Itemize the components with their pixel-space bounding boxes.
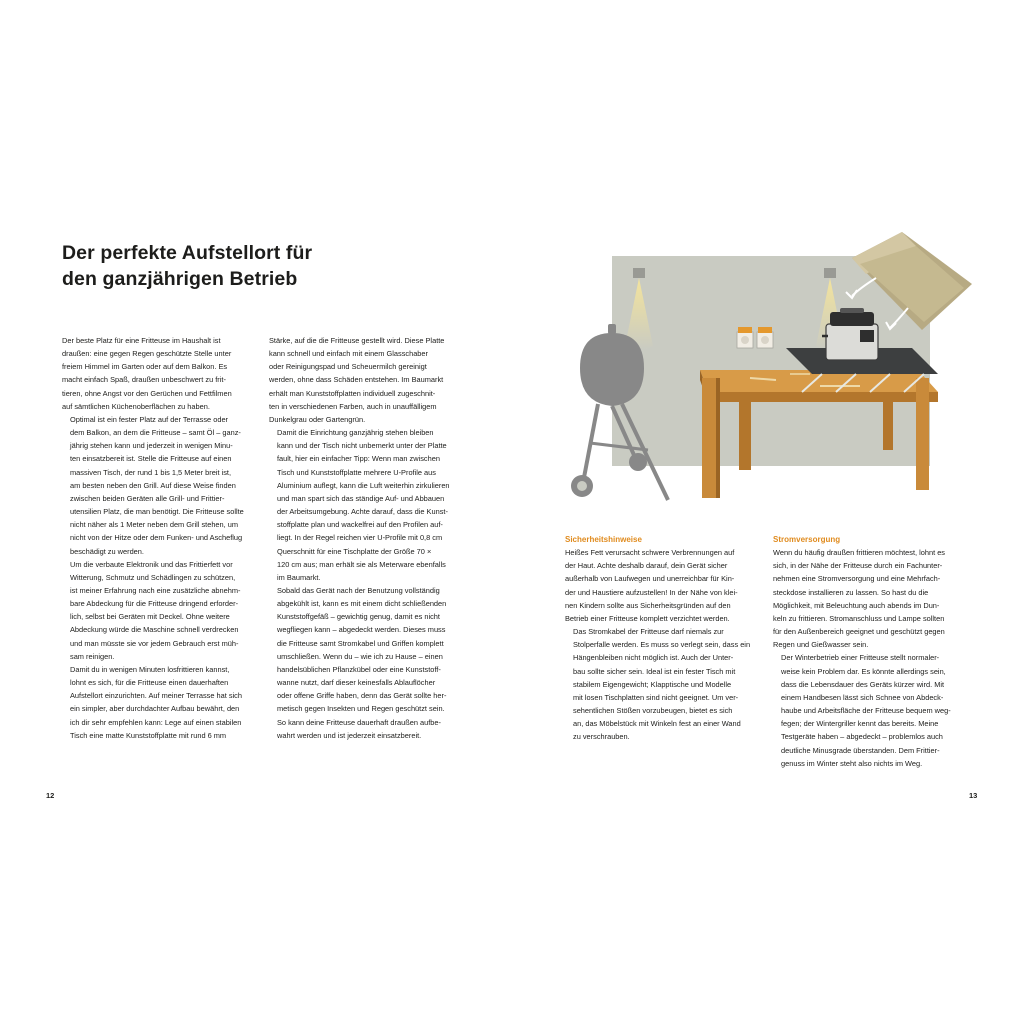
text-line: beschädigt zu werden. <box>70 546 144 556</box>
paragraph <box>565 546 755 625</box>
text-line: werden, ohne dass Schäden entstehen. Im Baumarkt <box>269 375 444 385</box>
page-number-right: 13 <box>969 791 978 800</box>
text-line: Testgeräte haben – abgedeckt – problemlos auch <box>781 732 943 742</box>
paragraph <box>62 558 252 663</box>
text-line: Witterung, Schmutz und Schädlingen zu schützen, <box>70 572 236 582</box>
paragraph <box>269 334 459 426</box>
text-line: mit losen Tischplatten sind nicht geeignet. Um ver- <box>573 692 739 702</box>
text-line: kann schnell und einfach mit einem Glasschaber <box>269 349 428 359</box>
text-line: Stärke, auf die die Fritteuse gestellt wird. Diese Platte <box>269 336 445 345</box>
text-line: tieren, ohne Angst vor den Gerüchen und Fettfilmen <box>62 388 232 398</box>
paragraph <box>269 426 459 584</box>
text-line: lohnt es sich, für die Fritteuse einen dauerhaften <box>70 678 229 688</box>
text-line: fault, hier ein einfacher Tipp: Wenn man zwischen <box>277 454 440 464</box>
text-line: dass die Lebensdauer des Geräts kürzer wird. Mit <box>781 679 945 689</box>
text-line: ten einsatzbereit ist. Stelle die Fritteuse auf einen <box>70 454 232 464</box>
paragraph <box>565 625 755 743</box>
text-column-2 <box>269 334 459 742</box>
text-line: auf sämtlichen Küchenoberflächen zu haben. <box>62 401 210 411</box>
text-line: im Baumarkt. <box>277 572 321 582</box>
text-line: Damit die Einrichtung ganzjährig stehen bleiben <box>277 428 434 438</box>
title-line: den ganzjährigen Betrieb <box>62 268 298 290</box>
page-title <box>62 240 482 292</box>
text-line: macht einfach Spaß, draußen unbeschwert zu frit- <box>62 375 226 385</box>
title-line: Der perfekte Aufstellort für <box>62 242 313 264</box>
text-line: Der Winterbetrieb einer Fritteuse stellt normaler- <box>781 653 940 663</box>
text-line: So kann deine Fritteuse dauerhaft draußen aufbe- <box>277 717 441 727</box>
text-line: Dunkelgrau oder Gartengrün. <box>269 414 366 424</box>
text-column-1 <box>62 334 252 742</box>
text-line: utensilien Platz, die man benötigt. Die Fritteuse sollte <box>70 507 244 517</box>
text-line: nehmen eine Stromversorgung und eine Mehrfach- <box>773 574 941 584</box>
text-line: steckdose installieren zu lassen. So hast du die <box>773 587 929 597</box>
text-line: bare Abdeckung für die Fritteuse dringend erforder- <box>70 599 239 609</box>
text-line: Das Stromkabel der Fritteuse darf niemals zur <box>573 627 724 637</box>
text-line: oder Reinigungspad und Scheuermilch gereinigt <box>269 362 427 372</box>
text-line: einem Handbesen lässt sich Schnee von Abdeck- <box>781 692 944 702</box>
text-line: Möglichkeit, mit Beleuchtung auch abends im Dun- <box>773 600 940 610</box>
text-line: Aufstellort einzurichten. Auf meiner Terrasse hat sich <box>70 691 242 701</box>
text-line: Sobald das Gerät nach der Benutzung vollständig <box>277 585 440 595</box>
text-line: oder offene Griffe haben, denn das Gerät sollte her- <box>277 691 447 701</box>
text-line: metisch gegen Insekten und Regen geschützt sein. <box>277 704 445 714</box>
text-line: zu verschrauben. <box>573 732 630 742</box>
text-line: keln zu frittieren. Stromanschluss und Lampe sollten <box>773 613 945 623</box>
text-line: genuss im Winter steht also nichts im Weg. <box>781 758 923 768</box>
text-line: Optimal ist ein fester Platz auf der Terrasse oder <box>70 414 229 424</box>
text-line: die Fritteuse samt Stromkabel und Griffen komplett <box>277 638 444 648</box>
text-line: freiem Himmel im Garten oder auf dem Balkon. Es <box>62 362 228 372</box>
text-line: Hängenbleiben nicht möglich ist. Auch der Unter- <box>573 653 734 663</box>
paragraph <box>773 546 963 651</box>
text-line: stabilem Eigengewicht; Klapptische und Modelle <box>573 679 732 689</box>
outdoor-fryer-setup-illustration <box>560 228 980 518</box>
text-line: stoffplatte plan und wackelfrei auf den Profilen auf- <box>277 520 443 530</box>
text-line: Damit du in wenigen Minuten losfrittieren kannst, <box>70 664 230 674</box>
text-line: erhält man Kunststoffplatten individuell zugeschnit- <box>269 388 436 398</box>
text-line: nen Kindern sollte aus Sicherheitsgründen auf den <box>565 600 731 610</box>
text-line: bau sollte sicher sein. Ideal ist ein fester Tisch mit <box>573 666 736 676</box>
text-line: Tisch und Kunststoffplatte mehrere U-Profile aus <box>277 467 436 477</box>
text-line: wahrt werden und ist jederzeit einsatzbereit. <box>277 730 422 740</box>
text-line: 120 cm aus; man erhält sie als Meterware ebenfalls <box>277 559 446 569</box>
text-line: abgekühlt ist, kann es mit einem dicht schließenden <box>277 599 447 609</box>
text-line: umschließen. Wenn du – wie ich zu Hause – einen <box>277 651 443 661</box>
text-line: handelsüblichen Pflanzkübel oder eine Kunststoff- <box>277 664 441 674</box>
text-line: Der beste Platz für eine Fritteuse im Haushalt ist <box>62 336 221 345</box>
text-line: außerhalb von Laufwegen und unerreichbar für Kin- <box>565 574 735 584</box>
text-line: ten in verschiedenen Farben, auch in unauffälligem <box>269 401 437 411</box>
page-number-left: 12 <box>46 791 55 800</box>
text-line: nicht näher als 1 Meter neben dem Grill stehen, um <box>70 520 239 530</box>
text-line: der Arbeitsumgebung. Achte darauf, dass die Kunst- <box>277 507 448 517</box>
section-heading-power: Stromversorgung <box>773 535 841 544</box>
text-line: der und Haustiere aufzustellen! In der Nähe von klei- <box>565 587 738 597</box>
text-line: weise kein Problem dar. Es könnte allerdings sein, <box>781 666 946 676</box>
section-heading-safety: Sicherheitshinweise <box>565 535 642 544</box>
text-line: wegfliegen kann – abgedeckt werden. Dieses muss <box>277 625 446 635</box>
text-line: draußen: eine gegen Regen geschützte Stelle unter <box>62 349 232 359</box>
text-line: ich dir sehr empfehlen kann: Lege auf einen stabilen <box>70 717 242 727</box>
text-line: dem Balkon, an dem die Fritteuse – samt Öl – ganz- <box>70 428 241 438</box>
text-line: fegen; der Wintergriller kennt das bereits. Meine <box>781 719 939 729</box>
text-column-4 <box>773 533 963 770</box>
paragraph <box>62 663 252 742</box>
text-line: Wenn du häufig draußen frittieren möchtest, lohnt es <box>773 548 945 558</box>
paragraph <box>773 651 963 769</box>
text-line: und man müsste sie vor jedem Gebrauch erst müh- <box>70 638 239 648</box>
text-line: liegt. In der Regel reichen vier U-Profile mit 0,8 cm <box>277 533 443 543</box>
text-line: Heißes Fett verursacht schwere Verbrennungen auf <box>565 548 735 558</box>
text-line: ein simpler, aber durchdachter Aufbau bewährt, den <box>70 704 240 714</box>
text-line: ist meiner Erfahrung nach eine zusätzliche abnehm- <box>70 585 241 595</box>
text-line: sam reinigen. <box>70 651 115 661</box>
text-line: Abdeckung würde die Maschine schnell verdrecken <box>70 625 239 635</box>
text-line: lich, selbst bei Geräten mit Deckel. Ohne weitere <box>70 612 230 622</box>
text-line: nicht von der Hitze oder dem Funken- und Ascheflug <box>70 533 243 543</box>
text-line: massiven Tisch, der rund 1 bis 1,5 Meter breit ist, <box>70 467 232 477</box>
text-line: Um die verbaute Elektronik und das Frittierfett vor <box>70 559 233 569</box>
paragraph <box>62 413 252 558</box>
text-line: und man spart sich das ständige Auf- und Abbauen <box>277 493 445 503</box>
text-line: Betrieb einer Fritteuse komplett verzichtet werden. <box>565 613 730 623</box>
text-line: Stolperfalle werden. Es muss so verlegt sein, dass ein <box>573 640 751 650</box>
text-line: jährig stehen kann und jederzeit in wenigen Minu- <box>70 441 233 451</box>
text-line: sehentlichen Stößen vorzubeugen, bietet es sich <box>573 706 733 716</box>
text-line: deutliche Minusgrade überstanden. Dem Frittier- <box>781 745 940 755</box>
deep-fryer-icon <box>822 308 878 360</box>
text-line: Tisch eine matte Kunststoffplatte mit rund 6 mm <box>70 730 227 740</box>
text-line: der Haut. Achte deshalb darauf, dein Gerät sicher <box>565 561 728 571</box>
text-line: am besten neben den Grill. Auf diese Weise finden <box>70 480 236 490</box>
text-line: sich, in der Nähe der Fritteuse durch ein Fachunter- <box>773 561 943 571</box>
text-line: an, das Möbelstück mit Winkeln fest an einer Wand <box>573 719 741 729</box>
text-line: zwischen beiden Geräten alle Grill- und Frittier- <box>70 493 225 503</box>
text-line: haube und Arbeitsfläche der Fritteuse bequem weg- <box>781 706 951 716</box>
text-line: Aluminium auflegt, kann die Luft weiterhin zirkulieren <box>277 480 450 490</box>
paragraph <box>269 584 459 742</box>
text-line: kann und der Tisch nicht unbemerkt unter der Platte <box>277 441 447 451</box>
text-line: Kunststoffgefäß – gewichtig genug, damit es nicht <box>277 612 440 622</box>
text-line: Querschnitt für eine Tischplatte der Größe 70 × <box>277 546 432 556</box>
text-column-3 <box>565 533 755 744</box>
text-line: wanne nutzt, darf dieser keinesfalls Ablauflöcher <box>277 678 436 688</box>
text-line: Regen und Gießwasser sein. <box>773 640 869 650</box>
text-line: für den Außenbereich geeignet und geschützt gegen <box>773 627 945 637</box>
paragraph <box>62 334 252 413</box>
